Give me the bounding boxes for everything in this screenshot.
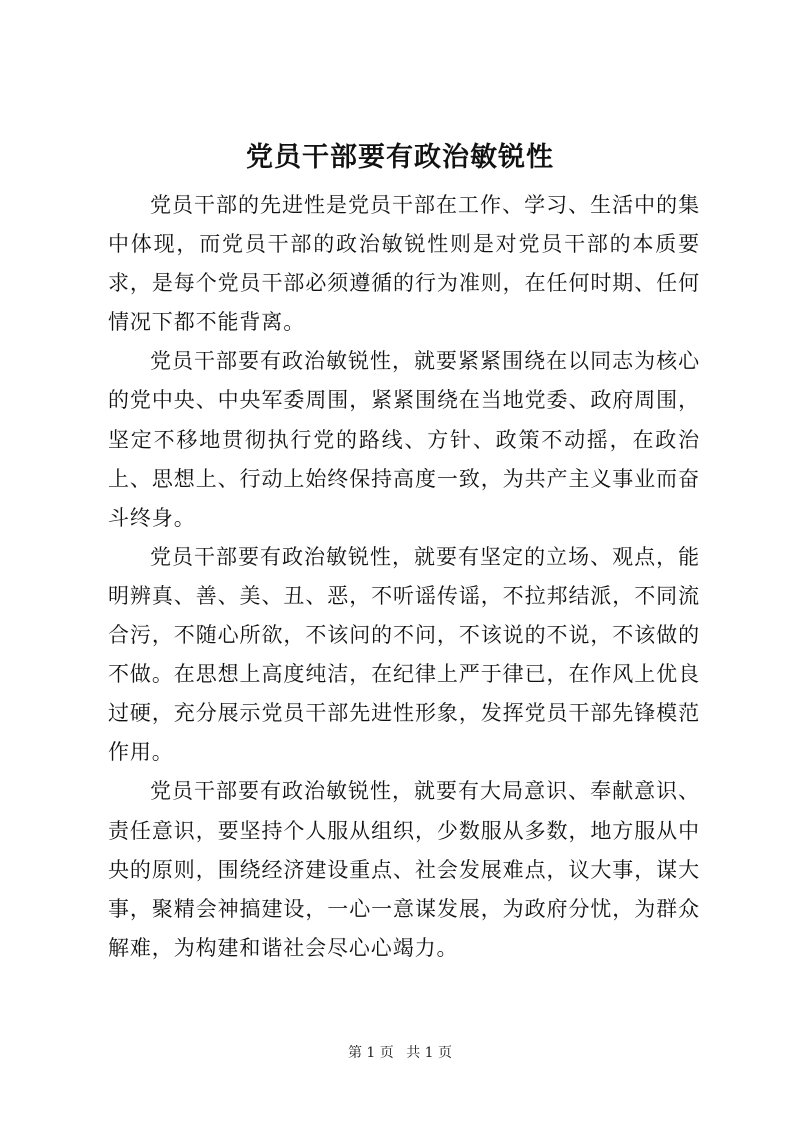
paragraph-4: 党员干部要有政治敏锐性，就要有大局意识、奉献意识、责任意识，要坚持个人服从组织，少数服从多数，地方服从中央的原则，围绕经济建设重点、社会发展难点，议大事，谋大事，聚精会神搞建设，一心一意谋发展，为政府分忧，为群众解难，为构建和谐社会尽心心竭力。 [108,779,700,960]
page-total: 共 1 页 [406,1045,453,1061]
paragraph-3: 党员干部要有政治敏锐性，就要有坚定的立场、观点，能明辨真、善、美、丑、恶，不听谣传谣，不拉邦结派，不同流合污，不随心所欲，不该问的不问，不该说的不说，不该做的不做。在思想上高度纯洁，在纪律上严于律已，在作风上优良过硬，充分展示党员干部先进性形象，发挥党员干部先锋模范作用。 [108,544,700,765]
paragraph-1: 党员干部的先进性是党员干部在工作、学习、生活中的集中体现，而党员干部的政治敏锐性则是对党员干部的本质要求，是每个党员干部必须遵循的行为准则，在任何时期、任何情况下都不能背离。 [108,193,700,335]
document-body [108,186,700,968]
document-title: 党员干部要有政治敏锐性 [246,142,554,173]
page-number: 第 1 页 [347,1045,394,1061]
page-footer [0,1043,800,1063]
paragraph-2: 党员干部要有政治敏锐性，就要紧紧围绕在以同志为核心的党中央、中央军委周围，紧紧围绕在当地党委、政府周围，坚定不移地贯彻执行党的路线、方针、政策不动摇，在政治上、思想上、行动上始终保持高度一致，为共产主义事业而奋斗终身。 [108,349,700,530]
